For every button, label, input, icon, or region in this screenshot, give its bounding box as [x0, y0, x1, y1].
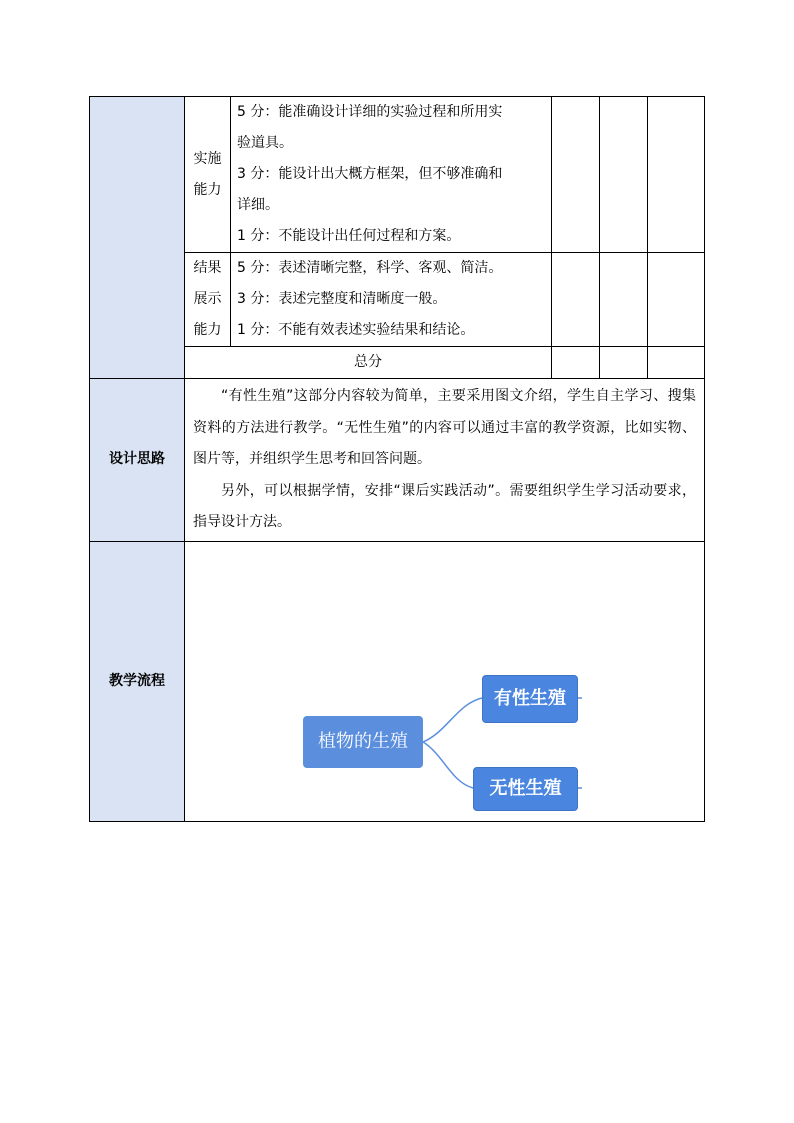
total-label: 总分	[185, 347, 552, 379]
mindmap-node-asexual[interactable]: 无性生殖	[473, 767, 578, 811]
connector-asexual	[423, 742, 473, 788]
criteria-line: 5 分：表述清晰完整，科学、客观、简洁。	[237, 260, 503, 276]
flow-row	[90, 541, 705, 821]
score-cell[interactable]	[552, 253, 600, 347]
design-paragraph: “有性生殖”这部分内容较为简单，主要采用图文介绍，学生自主学习、搜集资料的方法进行教学。“无性生殖”的内容可以通过丰富的教学资源，比如实物、图片等，并组织学生思考和回答问题。	[193, 388, 696, 467]
total-score-cell[interactable]	[552, 347, 600, 379]
criteria-line: 5 分：能准确设计详细的实验过程和所用实	[237, 104, 503, 120]
score-cell[interactable]	[600, 97, 648, 253]
evaluation-label-cell	[90, 97, 185, 379]
criteria-line: 3 分：能设计出大概方框架，但不够准确和	[237, 166, 503, 182]
design-content	[185, 379, 705, 542]
category-line: 能力	[193, 181, 222, 198]
flow-diagram-cell	[185, 541, 705, 821]
criteria-line: 详细。	[237, 197, 279, 213]
design-label: 设计思路	[90, 379, 185, 542]
criteria-line: 1 分：不能有效表述实验结果和结论。	[237, 322, 475, 338]
lesson-plan-table	[89, 96, 705, 822]
category-line: 实施	[193, 150, 222, 167]
criteria-line: 验道具。	[237, 135, 293, 151]
category-line: 展示	[193, 291, 222, 307]
total-score-cell[interactable]	[648, 347, 705, 379]
design-row	[90, 379, 705, 542]
category-line: 能力	[193, 322, 222, 338]
criteria-row-implementation	[90, 97, 705, 253]
criteria-implementation	[231, 97, 552, 253]
category-implementation	[185, 97, 231, 253]
score-cell[interactable]	[648, 97, 705, 253]
design-paragraph: 另外，可以根据学情，安排“课后实践活动”。需要组织学生学习活动要求，指导设计方法。	[193, 482, 696, 530]
total-score-cell[interactable]	[600, 347, 648, 379]
score-cell[interactable]	[600, 253, 648, 347]
criteria-line: 1 分：不能设计出任何过程和方案。	[237, 228, 461, 244]
mindmap-node-sexual[interactable]: 有性生殖	[482, 675, 578, 723]
mindmap-root-node[interactable]: 植物的生殖	[303, 716, 423, 768]
score-cell[interactable]	[552, 97, 600, 253]
score-cell[interactable]	[648, 253, 705, 347]
category-presentation	[185, 253, 231, 347]
connector-sexual	[423, 698, 482, 742]
mindmap-connectors	[185, 542, 704, 820]
criteria-presentation	[231, 253, 552, 347]
flow-label: 教学流程	[90, 541, 185, 821]
category-line: 结果	[193, 260, 222, 276]
criteria-line: 3 分：表述完整度和清晰度一般。	[237, 291, 447, 307]
